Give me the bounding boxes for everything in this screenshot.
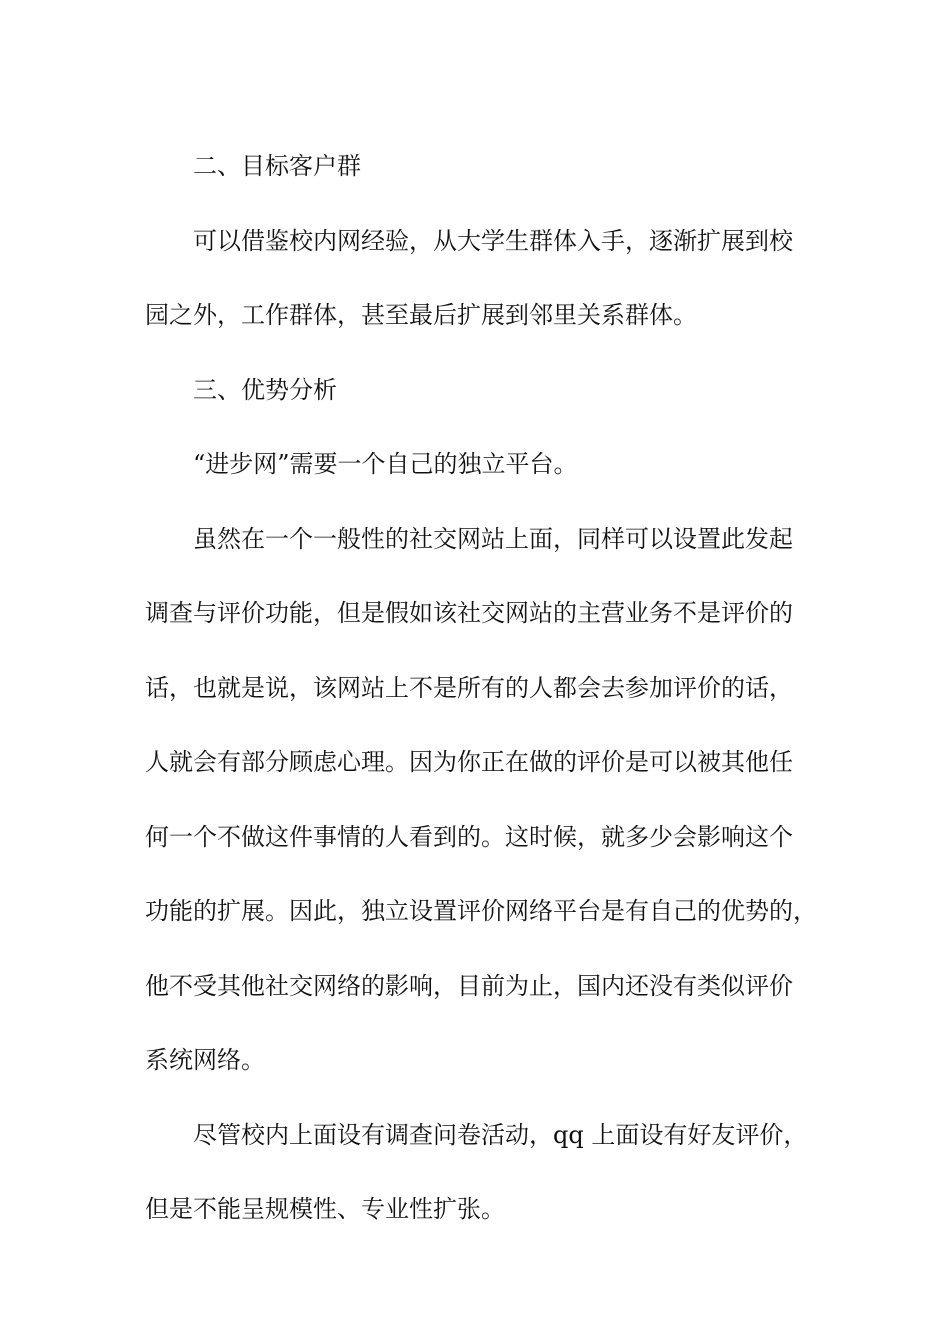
paragraph-line: 虽然在一个一般性的社交网站上面，同样可以设置此发起: [193, 524, 793, 553]
paragraph-line: 何一个不做这件事情的人看到的。这时候，就多少会影响这个: [145, 822, 793, 851]
paragraph-line: 尽管校内上面设有调查问卷活动，qq 上面设有好友评价，: [193, 1120, 808, 1149]
paragraph-line: “进步网”需要一个自己的独立平台。: [193, 450, 578, 478]
paragraph-line: 可以借鉴校内网经验，从大学生群体入手，逐渐扩展到校: [193, 226, 793, 255]
paragraph-line: 人就会有部分顾虑心理。因为你正在做的评价是可以被其他任: [145, 748, 793, 776]
paragraph-line: 功能的扩展。因此，独立设置评价网络平台是有自己的优势的，: [145, 897, 817, 925]
paragraph-line: 园之外，工作群体，甚至最后扩展到邻里关系群体。: [145, 301, 697, 329]
paragraph-line: 调查与评价功能，但是假如该社交网站的主营业务不是评价的: [145, 599, 793, 627]
paragraph-line: 他不受其他社交网络的影响，目前为止，国内还没有类似评价: [145, 971, 793, 1000]
document-body: [145, 129, 835, 1247]
paragraph-line: 话，也就是说，该网站上不是所有的人都会去参加评价的话，: [145, 673, 793, 702]
section-heading-advantage-analysis: 三、优势分析: [193, 375, 337, 404]
paragraph-line: 但是不能呈规模性、专业性扩张。: [145, 1195, 505, 1223]
section-heading-target-customers: 二、目标客户群: [193, 152, 361, 180]
paragraph-line: 系统网络。: [145, 1046, 265, 1074]
